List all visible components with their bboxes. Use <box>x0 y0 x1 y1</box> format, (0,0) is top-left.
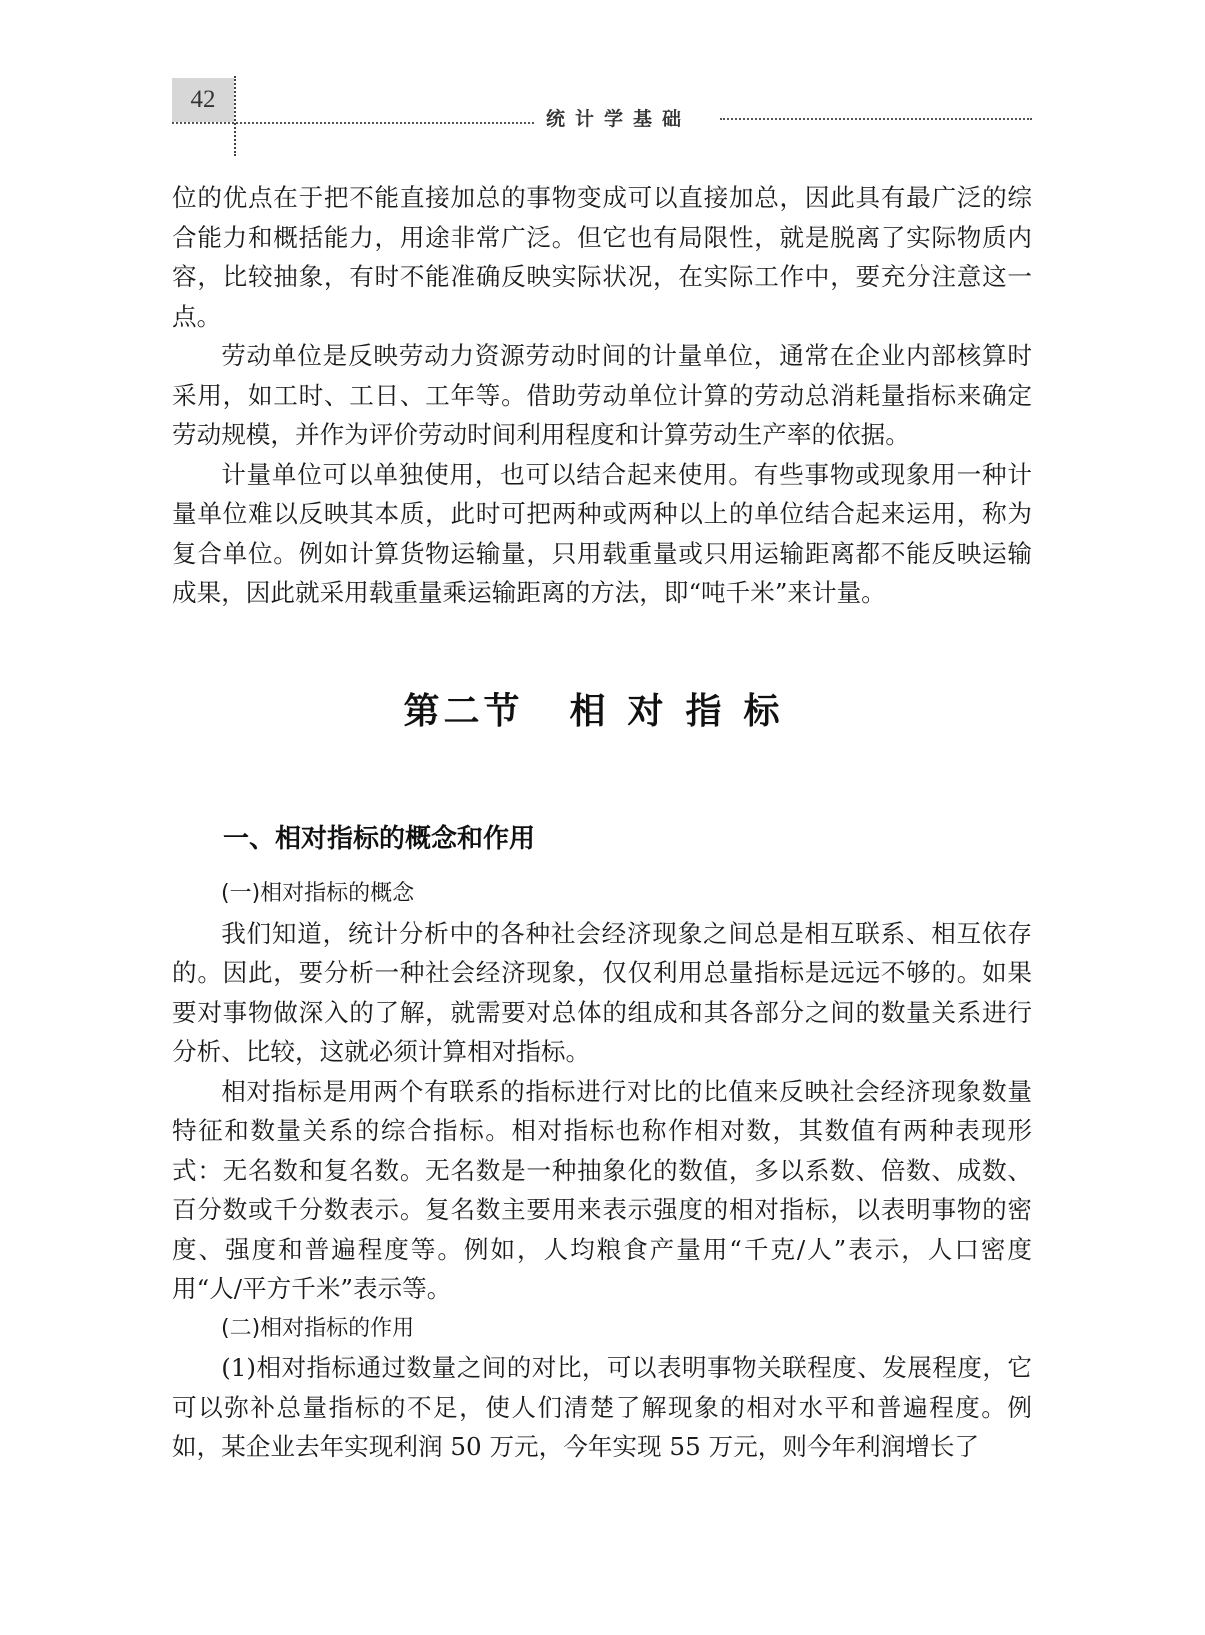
subheading-role: (二)相对指标的作用 <box>221 1315 415 1341</box>
header-rule-right <box>720 118 1032 120</box>
paragraph: 劳动单位是反映劳动力资源劳动时间的计量单位，通常在企业内部核算时采用，如工时、工日、工年等。借助劳动单位计算的劳动总消耗量指标来确定劳动规模，并作为评价劳动时间利用程度和计算劳动生产率的依据。 <box>172 341 1032 449</box>
paragraph: (1)相对指标通过数量之间的对比，可以表明事物关联程度、发展程度，它可以弥补总量指标的不足，使人们清楚了解现象的相对水平和普遍程度。例如，某企业去年实现利润 50 万元，今年实现 55 万元，则今年利润增长了 <box>172 1353 1032 1461</box>
header-rule-left <box>172 122 534 124</box>
section-title <box>0 683 1205 734</box>
paragraph: 相对指标是用两个有联系的指标进行对比的比值来反映社会经济现象数量特征和数量关系的综合指标。相对指标也称作相对数，其数值有两种表现形式：无名数和复名数。无名数是一种抽象化的数值，多以系数、倍数、成数、百分数或千分数表示。复名数主要用来表示强度的相对指标，以表明事物的密度、强度和普遍程度等。例如，人均粮食产量用“千克/人”表示，人口密度用“人/平方千米”表示等。 <box>172 1076 1032 1303</box>
paragraph: 我们知道，统计分析中的各种社会经济现象之间总是相互联系、相互依存的。因此，要分析一种社会经济现象，仅仅利用总量指标是远远不够的。如果要对事物做深入的了解，就需要对总体的组成和其各部分之间的数量关系进行分析、比较，这就必须计算相对指标。 <box>172 918 1032 1066</box>
section-name: 相对指标 <box>569 690 802 732</box>
running-title: 统计学基础 <box>546 108 692 130</box>
header-vertical-rule <box>234 76 236 156</box>
top-text-block <box>172 178 1032 613</box>
heading-level-1: 一、相对指标的概念和作用 <box>223 824 536 854</box>
subheading-concept: (一)相对指标的概念 <box>221 881 415 906</box>
subsection-block <box>172 874 1032 1467</box>
paragraph: 位的优点在于把不能直接加总的事物变成可以直接加总，因此具有最广泛的综合能力和概括能力，用途非常广泛。但它也有局限性，就是脱离了实际物质内容，比较抽象，有时不能准确反映实际状况，在实际工作中，要充分注意这一点。 <box>172 183 1032 331</box>
page-number: 42 <box>172 78 234 122</box>
paragraph: 计量单位可以单独使用，也可以结合起来使用。有些事物或现象用一种计量单位难以反映其本质，此时可把两种或两种以上的单位结合起来运用，称为复合单位。例如计算货物运输量，只用载重量或只用运输距离都不能反映运输成果，因此就采用载重量乘运输距离的方法，即“吨千米”来计量。 <box>172 459 1032 607</box>
section-number: 第二节 <box>403 690 524 732</box>
